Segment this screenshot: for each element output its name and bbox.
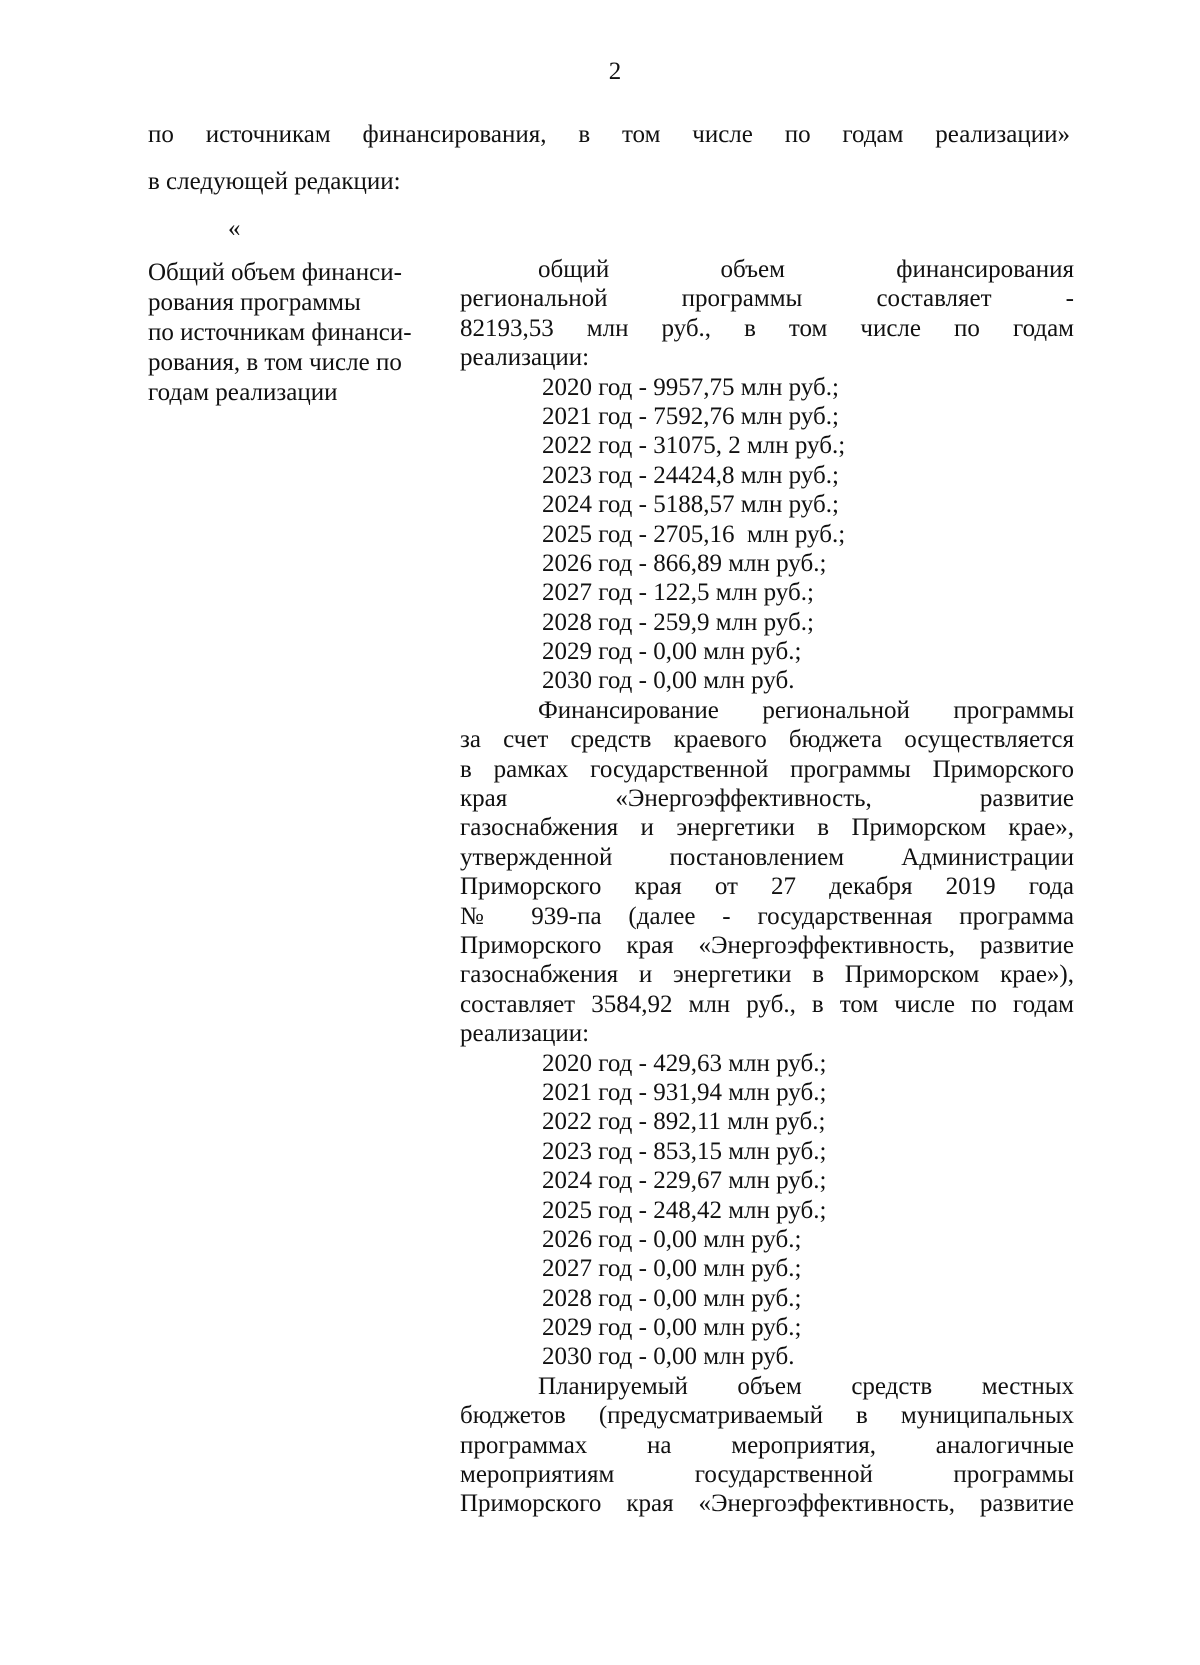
- year-amount-item: 2025 год - 2705,16 млн руб.;: [542, 520, 846, 548]
- year-amount-item: 2030 год - 0,00 млн руб.: [542, 667, 795, 695]
- left-cell-line: по источникам финанси-: [148, 319, 412, 346]
- left-cell-line: рования, в том числе по: [148, 349, 402, 376]
- year-amount-item: 2027 год - 0,00 млн руб.;: [542, 1255, 802, 1283]
- para-line: мероприятиям государственной программы: [460, 1461, 1074, 1489]
- year-amount-item: 2021 год - 931,94 млн руб.;: [542, 1078, 827, 1106]
- para-line: утвержденной постановлением Администрации: [460, 843, 1074, 871]
- para-line: в рамках государственной программы Приморского: [460, 755, 1074, 783]
- para-line: края «Энергоэффективность, развитие: [460, 785, 1074, 813]
- year-amount-item: 2025 год - 248,42 млн руб.;: [542, 1196, 827, 1224]
- year-amount-item: 2030 год - 0,00 млн руб.: [542, 1343, 795, 1371]
- year-amount-item: 2023 год - 853,15 млн руб.;: [542, 1137, 827, 1165]
- para-line: газоснабжения и энергетики в Приморском крае»,: [460, 814, 1074, 842]
- intro-line-1: по источникам финансирования, в том числе по годам реализации»: [148, 121, 1070, 148]
- year-amount-item: 2022 год - 892,11 млн руб.;: [542, 1108, 826, 1136]
- para-line: газоснабжения и энергетики в Приморском крае»),: [460, 961, 1074, 989]
- para-line: Финансирование региональной программы: [538, 696, 1074, 724]
- opening-quote: «: [228, 215, 241, 242]
- para-line: 82193,53 млн руб., в том числе по годам: [460, 314, 1074, 342]
- intro-line-2: в следующей редакции:: [148, 168, 401, 195]
- table-left-cell: [148, 258, 438, 408]
- year-amount-item: 2029 год - 0,00 млн руб.;: [542, 1314, 802, 1342]
- year-amount-item: 2027 год - 122,5 млн руб.;: [542, 579, 814, 607]
- year-amount-item: 2024 год - 5188,57 млн руб.;: [542, 491, 839, 519]
- year-amount-item: 2020 год - 9957,75 млн руб.;: [542, 373, 839, 401]
- para-line: региональной программы составляет -: [460, 285, 1074, 313]
- page-number: 2: [608, 58, 622, 85]
- year-amount-item: 2028 год - 0,00 млн руб.;: [542, 1284, 802, 1312]
- para-line: Приморского края «Энергоэффективность, развитие: [460, 1490, 1074, 1518]
- para-line: программах на мероприятия, аналогичные: [460, 1431, 1074, 1459]
- para-line: бюджетов (предусматриваемый в муниципальных: [460, 1402, 1074, 1430]
- para-line: Планируемый объем средств местных: [538, 1372, 1074, 1400]
- para-line: № 939-па (далее - государственная программа: [460, 902, 1074, 930]
- para-line: реализации:: [460, 1020, 590, 1048]
- year-amount-item: 2023 год - 24424,8 млн руб.;: [542, 461, 839, 489]
- year-amount-item: 2026 год - 866,89 млн руб.;: [542, 549, 827, 577]
- left-cell-line: Общий объем финанси-: [148, 259, 402, 286]
- year-amount-item: 2029 год - 0,00 млн руб.;: [542, 638, 802, 666]
- para-line: за счет средств краевого бюджета осуществляется: [460, 726, 1074, 754]
- left-cell-line: рования программы: [148, 289, 361, 316]
- para-line: общий объем финансирования: [538, 256, 1074, 283]
- year-amount-item: 2020 год - 429,63 млн руб.;: [542, 1049, 827, 1077]
- para-line: реализации:: [460, 344, 590, 372]
- year-amount-item: 2024 год - 229,67 млн руб.;: [542, 1167, 827, 1195]
- year-amount-item: 2022 год - 31075, 2 млн руб.;: [542, 432, 846, 460]
- left-cell-line: годам реализации: [148, 379, 338, 406]
- year-amount-item: 2028 год - 259,9 млн руб.;: [542, 608, 814, 636]
- year-amount-item: 2026 год - 0,00 млн руб.;: [542, 1225, 802, 1253]
- para-line: Приморского края от 27 декабря 2019 года: [460, 873, 1074, 901]
- year-amount-item: 2021 год - 7592,76 млн руб.;: [542, 402, 839, 430]
- table-right-cell: [460, 255, 1074, 1519]
- para-line: составляет 3584,92 млн руб., в том числе по годам: [460, 990, 1074, 1018]
- para-line: Приморского края «Энергоэффективность, развитие: [460, 931, 1074, 959]
